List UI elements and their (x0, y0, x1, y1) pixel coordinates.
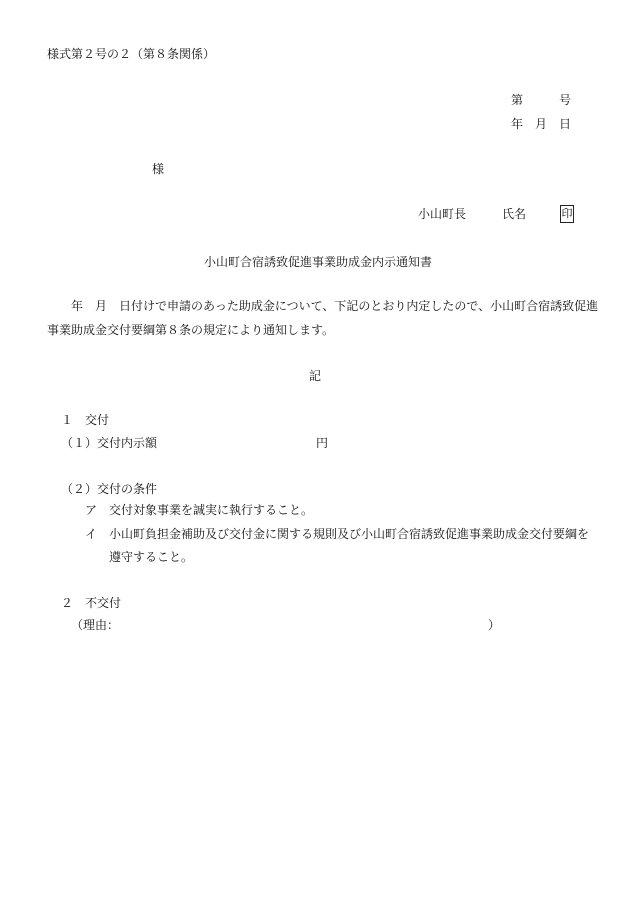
seal-mark: 印 (560, 205, 574, 223)
conditions-label: （２）交付の条件 (61, 482, 158, 496)
condition-i-line-1: イ 小山町負担金補助及び交付金に関する規則及び小山町合宿誘致促進事業助成金交付要綱を (85, 527, 590, 541)
grant-amount-label: （１）交付内示額 (61, 436, 158, 450)
condition-i-line-2: 遵守すること。 (109, 550, 194, 564)
condition-a: ア 交付対象事業を誠実に執行すること。 (85, 503, 314, 517)
grant-amount-unit: 円 (316, 436, 329, 450)
body-line-1: 年 月 日付けで申請のあった助成金について、下記のとおり内定したので、小山町合宿誘致促進 (71, 299, 599, 313)
ki-heading: 記 (309, 369, 322, 383)
reason-label: （理由： (71, 618, 120, 632)
form-label: 様式第２号の２（第８条関係） (47, 47, 216, 61)
date-year: 年 (511, 117, 524, 131)
document-number-prefix: 第 (511, 93, 524, 107)
section-1-heading: １ 交付 (61, 413, 110, 427)
date-day: 日 (559, 117, 572, 131)
sender-title: 小山町長 (418, 207, 467, 221)
section-2-heading: ２ 不交付 (61, 596, 122, 610)
reason-close: ） (488, 618, 501, 632)
addressee-honorific: 様 (152, 162, 165, 176)
date-month: 月 (535, 117, 548, 131)
document-number-suffix: 号 (559, 93, 572, 107)
body-line-2: 事業助成金交付要綱第８条の規定により通知します。 (47, 323, 335, 337)
sender-name-label: 氏名 (502, 207, 527, 221)
document-title: 小山町合宿誘致促進事業助成金内示通知書 (204, 255, 433, 269)
